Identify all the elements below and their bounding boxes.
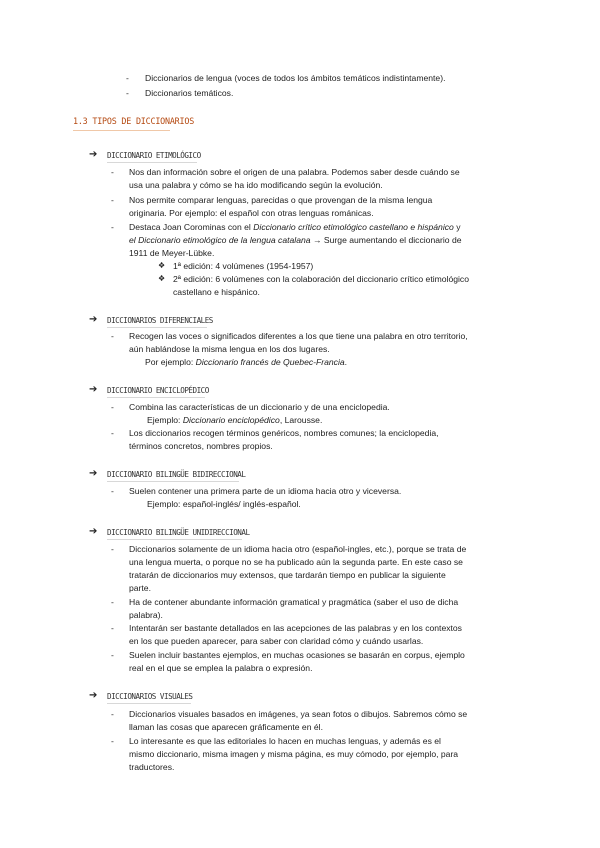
intro-item: Diccionarios de lengua (voces de todos los ámbitos temáticos indistintamente). [145, 73, 446, 83]
dash-marker: - [111, 402, 114, 412]
arrow-icon: ➔ [89, 468, 98, 479]
paragraph-line: parte. [129, 583, 151, 593]
subsection-title: DICCIONARIO BILINGÜE BIDIRECCIONAL [107, 470, 246, 479]
paragraph-line: palabra). [129, 610, 163, 620]
text-run: → Surge aumentando el diccionario de [310, 235, 462, 245]
paragraph-line: Suelen incluir bastantes ejemplos, en muchas ocasiones se basarán en corpus, ejemplo [129, 650, 465, 660]
text-run: Ejemplo: [147, 415, 183, 425]
arrow-icon: ➔ [89, 384, 98, 395]
paragraph-line: traductores. [129, 762, 175, 772]
paragraph-line: mismo diccionario, misma imagen y misma página, es muy cómodo, por ejemplo, para [129, 749, 459, 759]
dash-marker: - [111, 195, 114, 205]
paragraph-line [129, 222, 461, 233]
work-title: Diccionario francés de Quebec-Francia [195, 357, 345, 367]
subsection-underline [107, 481, 239, 482]
dash-marker: - [111, 650, 114, 660]
arrow-icon: ➔ [89, 149, 98, 160]
text-run: , Larousse. [279, 415, 323, 425]
subsection-underline [107, 539, 242, 540]
subsection-underline [107, 162, 197, 163]
paragraph-line: una lengua muerta, o porque no se ha publicado aún la segunda parte. En este caso se [129, 557, 463, 567]
paragraph-line: Recogen las voces o significados diferentes a los que tiene una palabra en otro territorio, [129, 331, 468, 341]
dash-marker: - [111, 597, 114, 607]
paragraph-line: Nos permite comparar lenguas, parecidas o que provengan de la misma lengua [129, 195, 433, 205]
subsection-title: DICCIONARIOS VISUALES [107, 692, 193, 701]
paragraph-line: Combina las características de un diccionario y de una enciclopedia. [129, 402, 390, 412]
work-title: Diccionario enciclopédico [182, 415, 280, 425]
paragraph-line: Suelen contener una primera parte de un idioma hacia otro y viceversa. [129, 486, 402, 496]
diamond-bullet-icon: ❖ [158, 274, 166, 283]
paragraph-line: real en el que se emplea la palabra o expresión. [129, 663, 313, 673]
paragraph-line: Nos dan información sobre el origen de una palabra. Podemos saber desde cuándo se [129, 167, 460, 177]
dash-marker: - [111, 623, 114, 633]
arrow-icon: ➔ [89, 526, 98, 537]
paragraph-line: originaria. Por ejemplo: el español con otras lenguas románicas. [129, 208, 374, 218]
paragraph-line: términos concretos, nombres propios. [129, 441, 273, 451]
paragraph-line: castellano e hispánico. [173, 287, 260, 297]
text-run: Por ejemplo: [145, 357, 196, 367]
dash-marker: - [126, 88, 129, 98]
paragraph-line: Ejemplo: español-inglés/ inglés-español. [147, 499, 301, 509]
section-underline [73, 130, 170, 131]
dash-marker: - [111, 222, 114, 232]
subsection-title: DICCIONARIOS DIFERENCIALES [107, 316, 213, 325]
paragraph-line: en los que pueden aparecer, para saber con claridad cómo y cuándo usarlas. [129, 636, 424, 646]
subsection-underline [107, 703, 191, 704]
arrow-icon: ➔ [89, 690, 98, 701]
paragraph-line: Intentarán ser bastante detallados en las acepciones de las palabras y en los contextos [129, 623, 462, 633]
paragraph-line [147, 415, 322, 426]
paragraph-line [129, 235, 462, 246]
paragraph-line: Los diccionarios recogen términos genéricos, nombres comunes; la enciclopedia, [129, 428, 439, 438]
subsection-underline [107, 397, 205, 398]
paragraph-line: Ha de contener abundante información gramatical y pragmática (saber el uso de dicha [129, 597, 459, 607]
paragraph-line: Lo interesante es que las editoriales lo hacen en muchas lenguas, y además es el [129, 736, 441, 746]
subsection-title: DICCIONARIO BILINGÜE UNIDIRECCIONAL [107, 528, 250, 537]
arrow-icon: ➔ [89, 314, 98, 325]
dash-marker: - [111, 736, 114, 746]
intro-item: Diccionarios temáticos. [145, 88, 234, 98]
dash-marker: - [126, 73, 129, 83]
paragraph-line [145, 357, 347, 368]
dash-marker: - [111, 544, 114, 554]
paragraph-line: tratarán de diccionarios muy extensos, que tardarán tiempo en publicar la siguiente [129, 570, 446, 580]
paragraph-line: usa una palabra y cómo se ha ido modificando según la evolución. [129, 180, 383, 190]
subsection-title: DICCIONARIO ENCICLOPÉDICO [107, 386, 209, 395]
work-title: Diccionario crítico etimológico castellano e hispánico [253, 222, 454, 232]
dash-marker: - [111, 331, 114, 341]
paragraph-line: 2ª edición: 6 volúmenes con la colaboración del diccionario crítico etimológico [173, 274, 470, 284]
text-run: . [344, 357, 348, 367]
paragraph-line: aún hablándose la misma lengua en los dos lugares. [129, 344, 330, 354]
subsection-title: DICCIONARIO ETIMOLÓGICO [107, 151, 201, 160]
dash-marker: - [111, 167, 114, 177]
section-title: 1.3 TIPOS DE DICCIONARIOS [73, 116, 195, 126]
dash-marker: - [111, 709, 114, 719]
work-title: el Diccionario etimológico de la lengua catalana [129, 235, 311, 245]
text-run: Destaca Joan Corominas con el [129, 222, 254, 232]
paragraph-line: 1ª edición: 4 volúmenes (1954-1957) [173, 261, 314, 271]
text-run: y [453, 222, 461, 232]
dash-marker: - [111, 486, 114, 496]
paragraph-line: Diccionarios visuales basados en imágenes, ya sean fotos o dibujos. Sabremos cómo se [129, 709, 468, 719]
diamond-bullet-icon: ❖ [158, 261, 166, 270]
dash-marker: - [111, 428, 114, 438]
paragraph-line: llaman las cosas que aparecen gráficamente en él. [129, 722, 323, 732]
paragraph-line: Diccionarios solamente de un idioma hacia otro (español-ingles, etc.), porque se trata de [129, 544, 467, 554]
paragraph-line: 1911 de Meyer-Lübke. [129, 248, 215, 258]
subsection-underline [107, 327, 207, 328]
